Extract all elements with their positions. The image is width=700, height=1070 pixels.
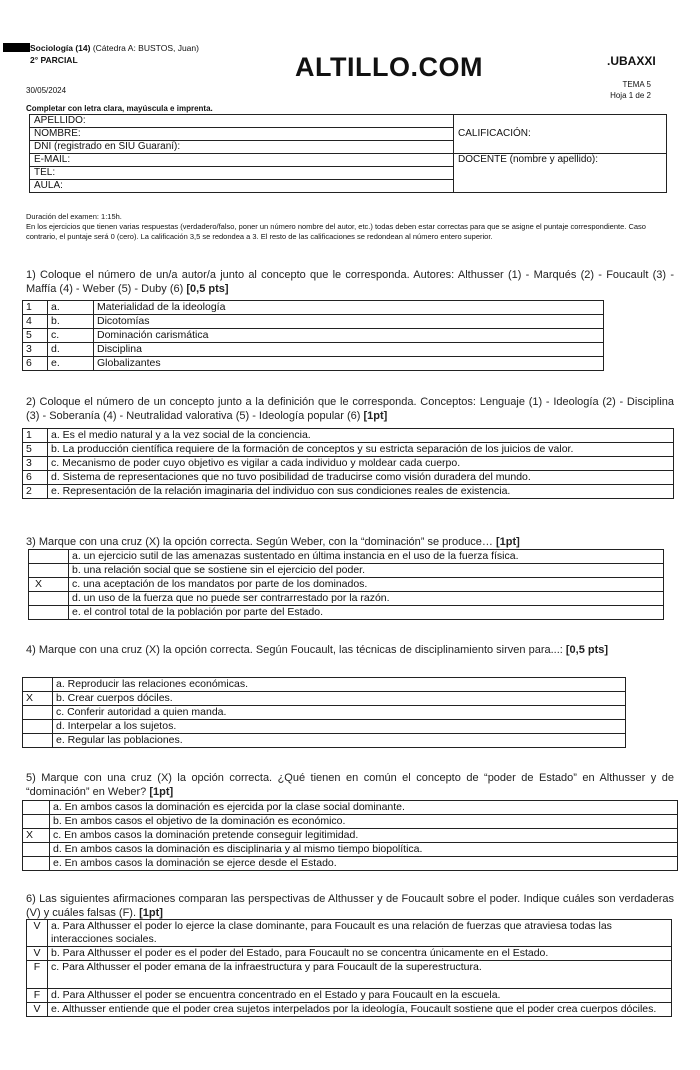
course-name: Sociología (14) (30, 43, 91, 53)
item-text: c. Para Althusser el poder emana de la infraestructura y para Foucault de la superestructura. (48, 961, 672, 989)
item-text: Disciplina (94, 343, 604, 357)
item-text: e. Regular las poblaciones. (53, 734, 626, 748)
table-row (23, 692, 626, 706)
table-row (23, 429, 674, 443)
mark-cell[interactable] (29, 564, 69, 578)
table-row (29, 592, 664, 606)
item-text: b. En ambos casos el objetivo de la dominación es económico. (50, 815, 678, 829)
item-text: c. Conferir autoridad a quien manda. (53, 706, 626, 720)
item-text: b. Crear cuerpos dóciles. (53, 692, 626, 706)
brand-title: ALTILLO.COM (295, 52, 483, 82)
item-letter: c. (48, 329, 94, 343)
question-1 (26, 268, 674, 296)
item-text: e. Althusser entiende que el poder crea sujetos interpelados por la ideología, Foucault sostiene que el poder crea cuerpos dóciles. (48, 1003, 672, 1017)
item-text: d. Para Althusser el poder se encuentra concentrado en el Estado y para Foucault en la escuela. (48, 989, 672, 1003)
grading-note: En los ejercicios que tienen varias respuestas (verdadero/falso, poner un número nombre del autor, etc.) todas deben estar correctas para que se asigne el puntaje correspondiente. Caso contrario, el puntaje será 0 (cero). La calificación 3,5 se redondea a 3. El resto de las calificaciones se redondean al número entero superior. (26, 222, 646, 241)
question-2-table (22, 428, 674, 499)
item-text: d. un uso de la fuerza que no puede ser contrarrestado por la razón. (69, 592, 664, 606)
table-row (27, 1003, 672, 1017)
question-3-text: 3) Marque con una cruz (X) la opción correcta. Según Weber, con la “dominación” se produce… (26, 536, 496, 548)
question-6 (26, 892, 674, 920)
item-text: Materialidad de la ideología (94, 301, 604, 315)
mark-cell[interactable] (29, 550, 69, 564)
mark-cell[interactable] (23, 720, 53, 734)
item-text: e. el control total de la población por parte del Estado. (69, 606, 664, 620)
mark-cell[interactable]: X (23, 692, 53, 706)
item-text: c. Mecanismo de poder cuyo objetivo es vigilar a cada individuo y moldear cada cuerpo. (48, 457, 674, 471)
question-2-text: 2) Coloque el número de un concepto junto a la definición que le corresponda. Conceptos: Lenguaje (1) - Ideología (2) - Disciplina (3) - Soberanía (4) - Neutralidad valorativa (5) - Ideología popular (6) (26, 396, 674, 422)
answer-cell[interactable]: 3 (23, 343, 48, 357)
item-text: b. Para Althusser el poder es el poder del Estado, para Foucault no se concentra únicamente en el Estado. (48, 947, 672, 961)
aula-field[interactable]: AULA: (30, 180, 454, 193)
table-row (23, 678, 626, 692)
course-catedra: (Cátedra A: BUSTOS, Juan) (90, 43, 199, 53)
item-text: a. Reproducir las relaciones económicas. (53, 678, 626, 692)
question-1-text: 1) Coloque el número de un/a autor/a junto al concepto que le corresponda. Autores: Althusser (1) - Marqués (2) - Foucault (3) - Maffía (4) - Weber (5) - Duby (6) (26, 269, 674, 295)
question-1-table (22, 300, 604, 371)
tema-label: TEMA 5 (622, 80, 651, 89)
apellido-field[interactable]: APELLIDO: (30, 115, 454, 128)
item-text: d. Interpelar a los sujetos. (53, 720, 626, 734)
item-letter: e. (48, 357, 94, 371)
item-text: e. En ambos casos la dominación se ejerce desde el Estado. (50, 857, 678, 871)
mark-cell[interactable]: X (29, 578, 69, 592)
true-false-cell[interactable]: F (27, 961, 48, 989)
tel-field[interactable]: TEL: (30, 167, 454, 180)
answer-cell[interactable]: 4 (23, 315, 48, 329)
answer-cell[interactable]: 3 (23, 457, 48, 471)
true-false-cell[interactable]: V (27, 1003, 48, 1017)
item-text: c. En ambos casos la dominación pretende conseguir legitimidad. (50, 829, 678, 843)
nombre-field[interactable]: NOMBRE: (30, 128, 454, 141)
question-5 (26, 771, 674, 799)
mark-cell[interactable] (23, 734, 53, 748)
item-text: c. una aceptación de los mandatos por parte de los dominados. (69, 578, 664, 592)
item-text: a. Para Althusser el poder lo ejerce la clase dominante, para Foucault es una relación de fuerzas que atraviesa todas las interacciones sociales. (48, 920, 672, 947)
answer-cell[interactable]: 1 (23, 429, 48, 443)
question-4-text: 4) Marque con una cruz (X) la opción correcta. Según Foucault, las técnicas de disciplinamiento sirven para...: (26, 644, 566, 656)
question-4-table (22, 677, 626, 748)
answer-cell[interactable]: 6 (23, 471, 48, 485)
question-1-points: [0,5 pts] (186, 283, 229, 295)
student-id-form (29, 114, 667, 193)
mark-cell[interactable] (23, 706, 53, 720)
table-row (29, 606, 664, 620)
table-row (23, 485, 674, 499)
table-row (23, 857, 678, 871)
table-row (23, 829, 678, 843)
question-5-table (22, 800, 678, 871)
mark-cell[interactable] (23, 857, 50, 871)
table-row (23, 471, 674, 485)
exam-date: 30/05/2024 (26, 86, 67, 95)
mark-cell[interactable] (29, 592, 69, 606)
mark-cell[interactable]: X (23, 829, 50, 843)
table-row (23, 343, 604, 357)
mark-cell[interactable] (23, 801, 50, 815)
true-false-cell[interactable]: F (27, 989, 48, 1003)
redaction-bar (3, 43, 30, 52)
true-false-cell[interactable]: V (27, 920, 48, 947)
question-3-table (28, 549, 664, 620)
table-row (27, 989, 672, 1003)
table-row (27, 961, 672, 989)
table-row (23, 706, 626, 720)
dni-field[interactable]: DNI (registrado en SIU Guaraní): (30, 141, 454, 154)
email-field[interactable]: E-MAIL: (30, 154, 454, 167)
answer-cell[interactable]: 2 (23, 485, 48, 499)
question-3 (26, 535, 674, 549)
item-letter: b. (48, 315, 94, 329)
answer-cell[interactable]: 5 (23, 443, 48, 457)
parcial-label: 2° PARCIAL (30, 55, 78, 65)
mark-cell[interactable] (23, 815, 50, 829)
item-text: a. En ambos casos la dominación es ejercida por la clase social dominante. (50, 801, 678, 815)
table-row (23, 315, 604, 329)
item-text: b. una relación social que se sostiene sin el ejercicio del poder. (69, 564, 664, 578)
table-row (23, 815, 678, 829)
exam-duration: Duración del examen: 1:15h. (26, 212, 122, 221)
item-letter: d. (48, 343, 94, 357)
item-text: d. Sistema de representaciones que no tuvo posibilidad de traducirse como visión duradera del mundo. (48, 471, 674, 485)
answer-cell[interactable]: 5 (23, 329, 48, 343)
question-6-text: 6) Las siguientes afirmaciones comparan las perspectivas de Althusser y de Foucault sobre el poder. Indique cuáles son verdaderas (V) y cuáles falsas (F). (26, 893, 674, 919)
table-row (29, 578, 664, 592)
item-letter: a. (48, 301, 94, 315)
answer-cell[interactable]: 1 (23, 301, 48, 315)
mark-cell[interactable] (23, 843, 50, 857)
item-text: Globalizantes (94, 357, 604, 371)
true-false-cell[interactable]: V (27, 947, 48, 961)
table-row (23, 720, 626, 734)
table-row (27, 947, 672, 961)
table-row (23, 443, 674, 457)
table-row (23, 357, 604, 371)
answer-cell[interactable]: 6 (23, 357, 48, 371)
table-row (27, 920, 672, 947)
question-4-points: [0,5 pts] (565, 644, 609, 656)
docente-field[interactable]: DOCENTE (nombre y apellido): (454, 154, 667, 193)
table-row (23, 734, 626, 748)
calificacion-field[interactable]: CALIFICACIÓN: (454, 115, 667, 154)
page-count: Hoja 1 de 2 (610, 91, 651, 100)
question-4 (26, 643, 674, 657)
table-row (23, 457, 674, 471)
course-info (30, 43, 199, 53)
table-row (29, 564, 664, 578)
fill-instruction: Completar con letra clara, mayúscula e imprenta. (26, 104, 213, 113)
mark-cell[interactable] (23, 678, 53, 692)
question-2 (26, 395, 674, 423)
question-6-points: [1pt] (139, 907, 163, 919)
item-text: Dicotomías (94, 315, 604, 329)
item-text: a. Es el medio natural y a la vez social de la conciencia. (48, 429, 674, 443)
item-text: a. un ejercicio sutil de las amenazas sustentado en última instancia en el uso de la fuerza física. (69, 550, 664, 564)
table-row (29, 550, 664, 564)
table-row (23, 801, 678, 815)
mark-cell[interactable] (29, 606, 69, 620)
item-text: b. La producción científica requiere de la formación de conceptos y su estricta separación de los juicios de valor. (48, 443, 674, 457)
uba-logo: .UBAXXI (607, 54, 656, 68)
table-row (23, 329, 604, 343)
question-2-points: [1pt] (363, 410, 388, 422)
question-6-table (26, 919, 672, 1017)
table-row (23, 301, 604, 315)
table-row (23, 843, 678, 857)
question-5-points: [1pt] (149, 786, 174, 798)
question-3-points: [1pt] (495, 536, 520, 548)
item-text: e. Representación de la relación imaginaria del individuo con sus condiciones reales de existencia. (48, 485, 674, 499)
item-text: Dominación carismática (94, 329, 604, 343)
question-5-text: 5) Marque con una cruz (X) la opción correcta. ¿Qué tienen en común el concepto de “poder de Estado” en Althusser y de “dominación” en Weber? (26, 772, 674, 798)
item-text: d. En ambos casos la dominación es disciplinaria y al mismo tiempo biopolítica. (50, 843, 678, 857)
